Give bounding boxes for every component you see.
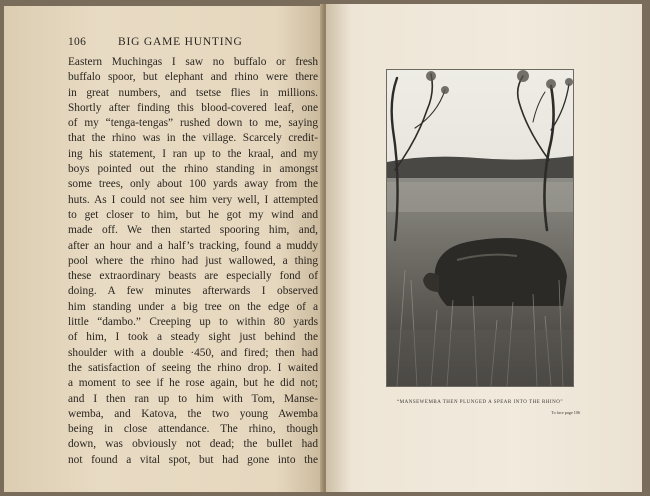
text-line: the satisfaction of seeing the rhino drop. I waited bbox=[68, 361, 318, 374]
text-line: made off. We then started spooring him, and, bbox=[68, 224, 318, 237]
text-line: boys pointed out the rhino standing in amongst bbox=[68, 163, 318, 176]
text-line: a moment to see if he rose again, but he did not; bbox=[68, 377, 318, 390]
body-text bbox=[68, 55, 318, 468]
text-line: buffalo spoor, but elephant and rhino were there bbox=[68, 71, 318, 84]
text-line: doing. A few minutes afterwards I observed bbox=[68, 285, 318, 298]
text-line: huts. As I could not see him very well, I attempted bbox=[68, 193, 318, 206]
page-number: 106 bbox=[68, 36, 87, 48]
text-line: these extraordinary beasts are especially fond of bbox=[68, 270, 318, 283]
text-line: in great numbers, and tsetse flies in millions. bbox=[68, 86, 318, 99]
text-line: to get closer to him, but he got my wind and bbox=[68, 208, 318, 221]
text-line: pool where the rhino had just wallowed, a thing bbox=[68, 254, 318, 267]
text-line: being in close attendance. The rhino, though bbox=[68, 423, 318, 436]
text-line: Eastern Muchingas I saw no buffalo or fresh bbox=[68, 56, 318, 68]
text-line: little “dambo.” Creeping up to within 80 yards bbox=[68, 316, 318, 329]
text-line: and I then ran up to him with Tom, Manse- bbox=[68, 392, 318, 405]
facing-page-note: To face page 106 bbox=[551, 410, 580, 415]
text-line: of my “tenga-tengas” rushed down to me, saying bbox=[68, 117, 318, 130]
text-line: down, was obviously not dead; the bullet had bbox=[68, 438, 318, 451]
running-head: BIG GAME HUNTING bbox=[118, 36, 243, 48]
text-line: of him, I took a steady sight just behind the bbox=[68, 331, 318, 344]
text-line: wemba, and Katova, the two young Awemba bbox=[68, 407, 318, 420]
text-line: him standing under a big tree on the edge of a bbox=[68, 300, 318, 313]
text-line: that the rhino was in the village. Scarcely credit- bbox=[68, 132, 318, 145]
text-line: some trees, only about 100 yards away from the bbox=[68, 178, 318, 191]
text-line: ing his statement, I ran up to the kraal, and my bbox=[68, 147, 318, 160]
rhino-photograph bbox=[387, 70, 573, 386]
photo-plate bbox=[386, 69, 574, 387]
text-line: shoulder with a double ·450, and fired; then had bbox=[68, 346, 318, 359]
text-line: after an hour and a half’s tracking, found a muddy bbox=[68, 239, 318, 252]
plate-caption: “MANSEWEMBA THEN PLUNGED A SPEAR INTO THE RHINO” bbox=[396, 400, 564, 405]
text-line: not found a vital spot, but had gone into the bbox=[68, 453, 318, 466]
text-line: Shortly after finding this blood-covered leaf, one bbox=[68, 101, 318, 114]
